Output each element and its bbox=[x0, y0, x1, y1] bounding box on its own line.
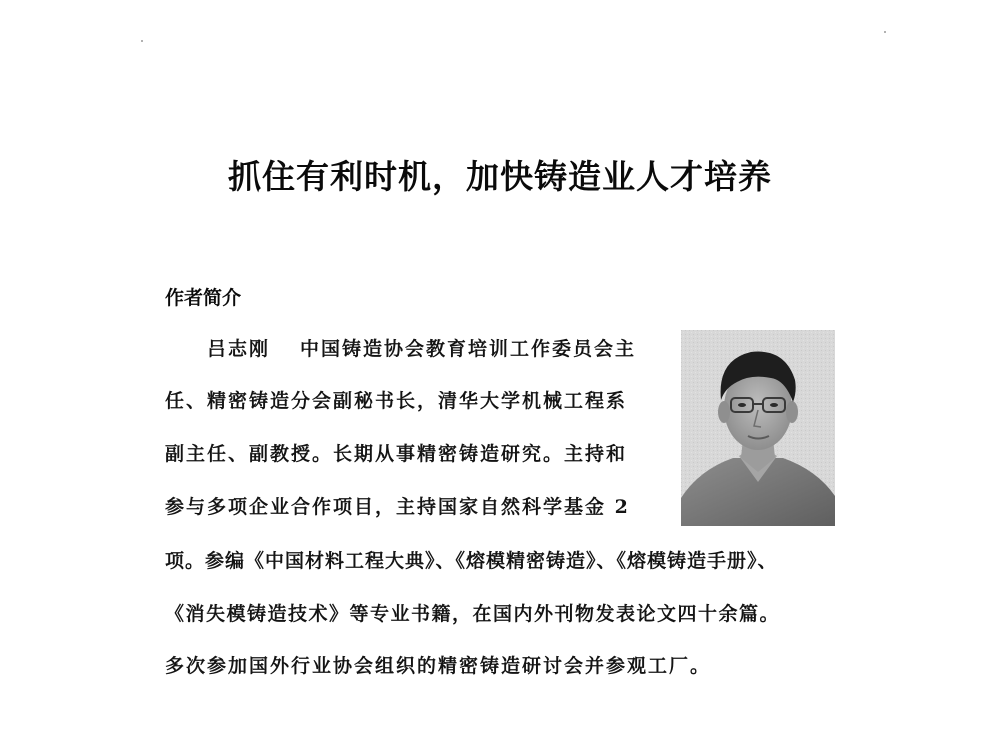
bio-line-7: 多次参加国外行业协会组织的精密铸造研讨会并参观工厂。 bbox=[165, 655, 712, 677]
bio-line-5: 项。参编《中国材料工程大典》、《熔模精密铸造》、《熔模铸造手册》、 bbox=[165, 550, 778, 572]
bio-line-4: 参与多项企业合作项目，主持国家自然科学基金 2 bbox=[165, 496, 630, 518]
author-intro-heading: 作者简介 bbox=[165, 287, 242, 309]
bio-line-3: 副主任、副教授。长期从事精密铸造研究。主持和 bbox=[165, 443, 628, 465]
bio-line-1-text: 中国铸造协会教育培训工作委员会主 bbox=[300, 338, 637, 360]
scan-speck bbox=[141, 40, 143, 42]
bio-line-2: 任、精密铸造分会副秘书长，清华大学机械工程系 bbox=[165, 390, 628, 412]
author-name: 吕志刚 bbox=[207, 338, 271, 360]
author-photo bbox=[681, 330, 835, 526]
bio-line-1 bbox=[207, 334, 636, 361]
article-title: 抓住有利时机，加快铸造业人才培养 bbox=[228, 157, 772, 196]
scan-speck bbox=[884, 31, 886, 33]
bio-line-6: 《消失模铸造技术》等专业书籍，在国内外刊物发表论文四十余篇。 bbox=[165, 603, 781, 625]
